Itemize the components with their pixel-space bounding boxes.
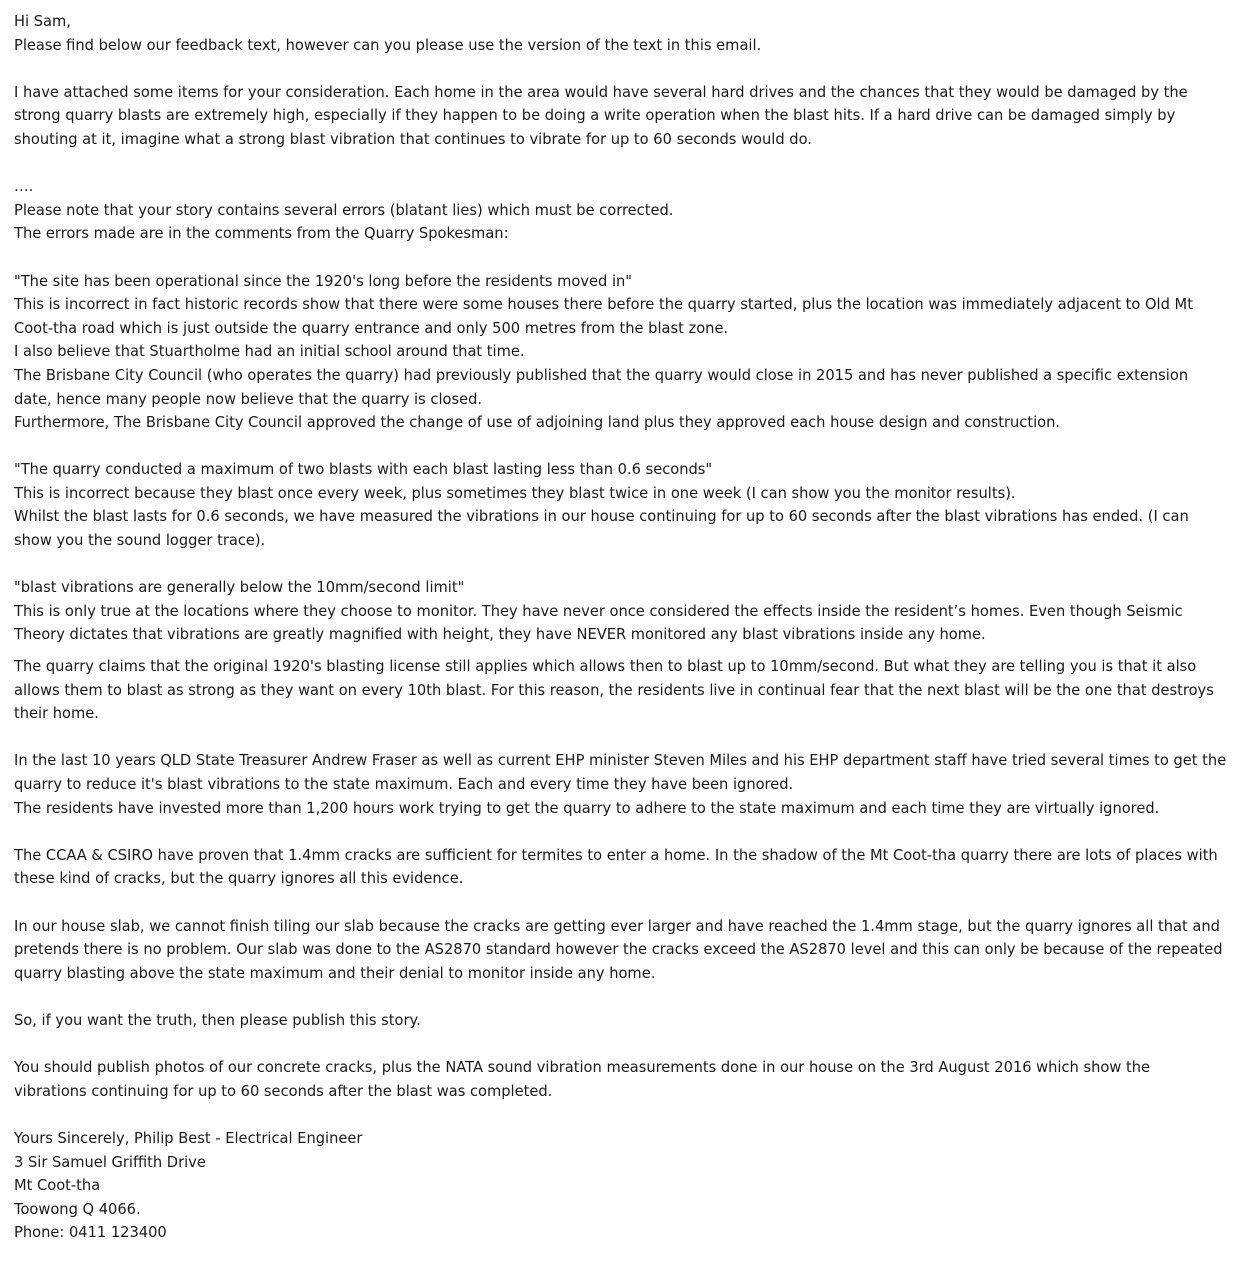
- text-line: pretends there is no problem. Our slab was done to the AS2870 standard however the cracks exceed the AS2870 level and this can only be because of the repeated: [14, 941, 1223, 959]
- text-line: You should publish photos of our concrete cracks, plus the NATA sound vibration measurements done in our house on the 3rd August 2016 which show the: [14, 1059, 1150, 1077]
- history-paragraph: [14, 749, 1242, 820]
- text-line: vibrations continuing for up to 60 seconds after the blast was completed.: [14, 1082, 553, 1100]
- email-body: [14, 10, 1242, 1245]
- text-line: strong quarry blasts are extremely high, especially if they happen to be doing a write operation when the blast hits. If a hard drive can be damaged simply by: [14, 107, 1176, 125]
- quote3-section: [14, 576, 1242, 647]
- text-line: In the last 10 years QLD State Treasurer Andrew Fraser as well as current EHP minister Steven Miles and his EHP department staff have tried several times to get the: [14, 752, 1227, 770]
- publish-paragraph: [14, 1056, 1242, 1103]
- signature-name: Yours Sincerely, Philip Best - Electrical Engineer: [14, 1129, 363, 1147]
- attached-items-paragraph: [14, 81, 1242, 152]
- text-line: The Brisbane City Council (who operates the quarry) had previously published that the quarry would close in 2015 and has never published a specific extension: [14, 366, 1189, 384]
- quote2-section: [14, 458, 1242, 552]
- text-line: quarry blasting above the state maximum and their denial to monitor inside any home.: [14, 964, 656, 982]
- text-line: Please note that your story contains several errors (blatant lies) which must be corrected.: [14, 201, 674, 219]
- text-line: I also believe that Stuartholme had an initial school around that time.: [14, 343, 525, 361]
- text-line: The quarry claims that the original 1920's blasting license still applies which allows then to blast up to 10mm/second. But what they are telling you is that it also: [14, 658, 1197, 676]
- text-line: Furthermore, The Brisbane City Council approved the change of use of adjoining land plus they approved each house design and construction.: [14, 414, 1061, 432]
- truth-line: So, if you want the truth, then please publish this story.: [14, 1011, 421, 1029]
- text-line: This is only true at the locations where they choose to monitor. They have never once considered the effects inside the resident’s homes. Even though Seismic: [14, 602, 1183, 620]
- text-line: The residents have invested more than 1,200 hours work trying to get the quarry to adhere to the state maximum and each time they are virtually ignored.: [14, 799, 1160, 817]
- text-line: quarry to reduce it's blast vibrations to the state maximum. Each and every time they have been ignored.: [14, 776, 794, 793]
- text-line: I have attached some items for your consideration. Each home in the area would have several hard drives and the chances that they would be damaged by the: [14, 83, 1188, 101]
- spokesman-quote: "The site has been operational since the 1920's long before the residents moved in": [14, 272, 633, 290]
- errors-note-paragraph: [14, 199, 1242, 246]
- signature-postcode: Toowong Q 4066.: [14, 1200, 141, 1218]
- text-line: Theory dictates that vibrations are greatly magnified with height, they have NEVER monitored any blast vibrations inside any home.: [14, 626, 986, 644]
- signature-phone: Phone: 0411 123400: [14, 1224, 167, 1242]
- text-line: Coot-tha road which is just outside the quarry entrance and only 500 metres from the blast zone.: [14, 319, 729, 337]
- text-line: The errors made are in the comments from the Quarry Spokesman:: [14, 225, 509, 243]
- text-line: Whilst the blast lasts for 0.6 seconds, we have measured the vibrations in our house continuing for up to 60 seconds after the blast vibrations has ended. (I can: [14, 508, 1189, 526]
- text-line: show you the sound logger trace).: [14, 532, 266, 550]
- text-line: The CCAA & CSIRO have proven that 1.4mm cracks are sufficient for termites to enter a home. In the shadow of the Mt Coot-tha quarry there are lots of places with: [14, 846, 1218, 864]
- greeting: Hi Sam,: [14, 13, 71, 30]
- text-line: allows them to blast as strong as they want on every 10th blast. For this reason, the residents live in continual fear that the next blast will be the one that destroys: [14, 681, 1214, 699]
- text-line: This is incorrect in fact historic records show that there were some houses there before the quarry started, plus the location was immediately adjacent to Old Mt: [14, 296, 1193, 314]
- slab-paragraph: [14, 915, 1242, 986]
- license-paragraph: [14, 655, 1242, 726]
- spokesman-quote: "blast vibrations are generally below the 10mm/second limit": [14, 579, 465, 597]
- intro-line: Please find below our feedback text, however can you please use the version of the text in this email.: [14, 36, 762, 54]
- text-line: these kind of cracks, but the quarry ignores all this evidence.: [14, 870, 464, 888]
- text-line: shouting at it, imagine what a strong blast vibration that continues to vibrate for up to 60 seconds would do.: [14, 130, 812, 148]
- spokesman-quote: "The quarry conducted a maximum of two blasts with each blast lasting less than 0.6 seconds": [14, 461, 713, 479]
- quote1-section: [14, 270, 1242, 435]
- signature-address: 3 Sir Samuel Griffith Drive: [14, 1153, 206, 1171]
- text-line: In our house slab, we cannot finish tiling our slab because the cracks are getting ever larger and have reached the 1.4mm stage, but the quarry ignores all that and: [14, 917, 1220, 935]
- text-line: their home.: [14, 705, 99, 723]
- text-line: This is incorrect because they blast once every week, plus sometimes they blast twice in one week (I can show you the monitor results).: [14, 484, 1016, 502]
- termites-paragraph: [14, 844, 1242, 891]
- signature-suburb: Mt Coot-tha: [14, 1177, 101, 1195]
- signature-block: [14, 1127, 1242, 1245]
- text-line: date, hence many people now believe that the quarry is closed.: [14, 390, 483, 408]
- ellipsis: ….: [14, 178, 34, 196]
